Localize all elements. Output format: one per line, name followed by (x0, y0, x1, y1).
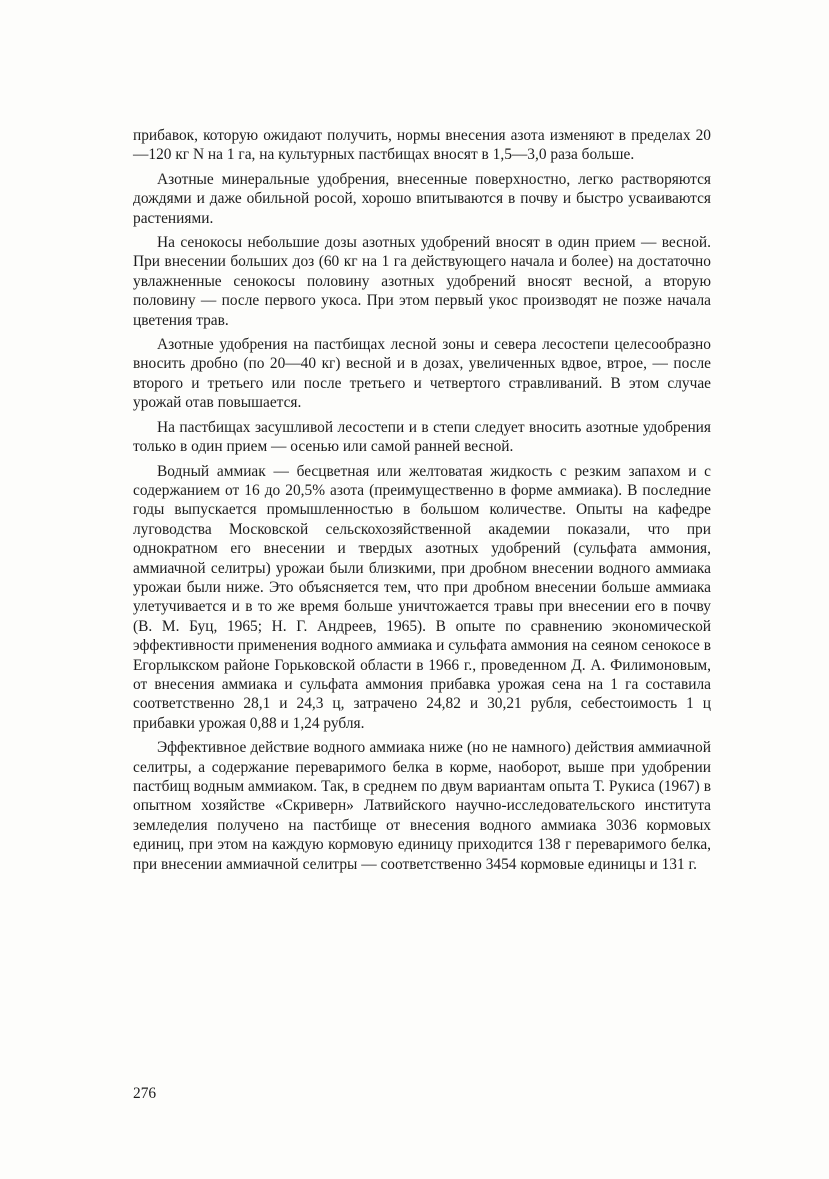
paragraph-steppe-pastures: На пастбищах засушливой лесостепи и в степи следует вносить азотные удобрения только в один прием — осенью или самой ранней весной. (133, 418, 711, 456)
paragraph-aqueous-ammonia: Водный аммиак — бесцветная или желтоватая жидкость с резким запахом и с содержанием от 16 до 20,5% азота (преимущественно в форме аммиака). В последние годы выпускается промышленностью в большом количестве. Опыты на кафедре луговодства Московской сельскохозяйственной академии показали, что при однократном его внесении и твердых азотных удобрений (сульфата аммония, аммиачной селитры) урожаи были близкими, при дробном внесении водного аммиака урожаи были ниже. Это объясняется тем, что при дробном внесении больше аммиака улетучивается и в то же время больше уничтожается травы при внесении его в почву (В. М. Буц, 1965; Н. Г. Андреев, 1965). В опыте по сравнению экономической эффективности применения водного аммиака и сульфата аммония на сеяном сенокосе в Егорлыкском районе Горьковской области в 1966 г., проведенном Д. А. Филимоновым, от внесения аммиака и сульфата аммония прибавка урожая сена на 1 га составила соответственно 28,1 и 24,3 ц, затрачено 24,82 и 30,21 рубля, себестоимость 1 ц прибавки урожая 0,88 и 1,24 рубля. (133, 462, 711, 732)
paragraph-forest-pastures: Азотные удобрения на пастбищах лесной зоны и севера лесостепи целесообразно вносить дробно (по 20—40 кг) весной и в дозах, увеличенных вдвое, втрое, — после второго и третьего или после третьего и четвертого стравливаний. В этом случае урожай отав повышается. (133, 336, 711, 412)
paragraph-hayfields: На сенокосы небольшие дозы азотных удобрений вносят в один прием — весной. При внесении больших доз (60 кг на 1 га действующего начала и более) на достаточно увлажненные сенокосы половину азотных удобрений вносят весной, а вторую половину — после первого укоса. При этом первый укос производят не позже начала цветения трав. (133, 234, 711, 329)
body-text (133, 126, 711, 879)
paragraph-fertilizer-norms: прибавок, которую ожидают получить, нормы внесения азота изменяют в пределах 20—120 кг N на 1 га, на культурных пастбищах вносят в 1,5—3,0 раза больше. (133, 127, 711, 164)
page-number: 276 (133, 1085, 157, 1102)
paragraph-ammonia-efficiency: Эффективное действие водного аммиака ниже (но не намного) действия аммиачной селитры, а содержание переваримого белка в корме, наоборот, выше при удобрении пастбищ водным аммиаком. Так, в среднем по двум вариантам опыта Т. Рукиса (1967) в опытном хозяйстве «Скриверн» Латвийского научно-исследовательского института земледелия получено на пастбище от внесения водного аммиака 3036 кормовых единиц, при этом на каждую кормовую единицу приходится 138 г переваримого белка, при внесении аммиачной селитры — соответственно 3454 кормовые единицы и 131 г. (133, 739, 711, 873)
paragraph-mineral-fertilizers: Азотные минеральные удобрения, внесенные поверхностно, легко растворяются дождями и даже обильной росой, хорошо впитываются в почву и быстро усваиваются растениями. (133, 170, 711, 227)
